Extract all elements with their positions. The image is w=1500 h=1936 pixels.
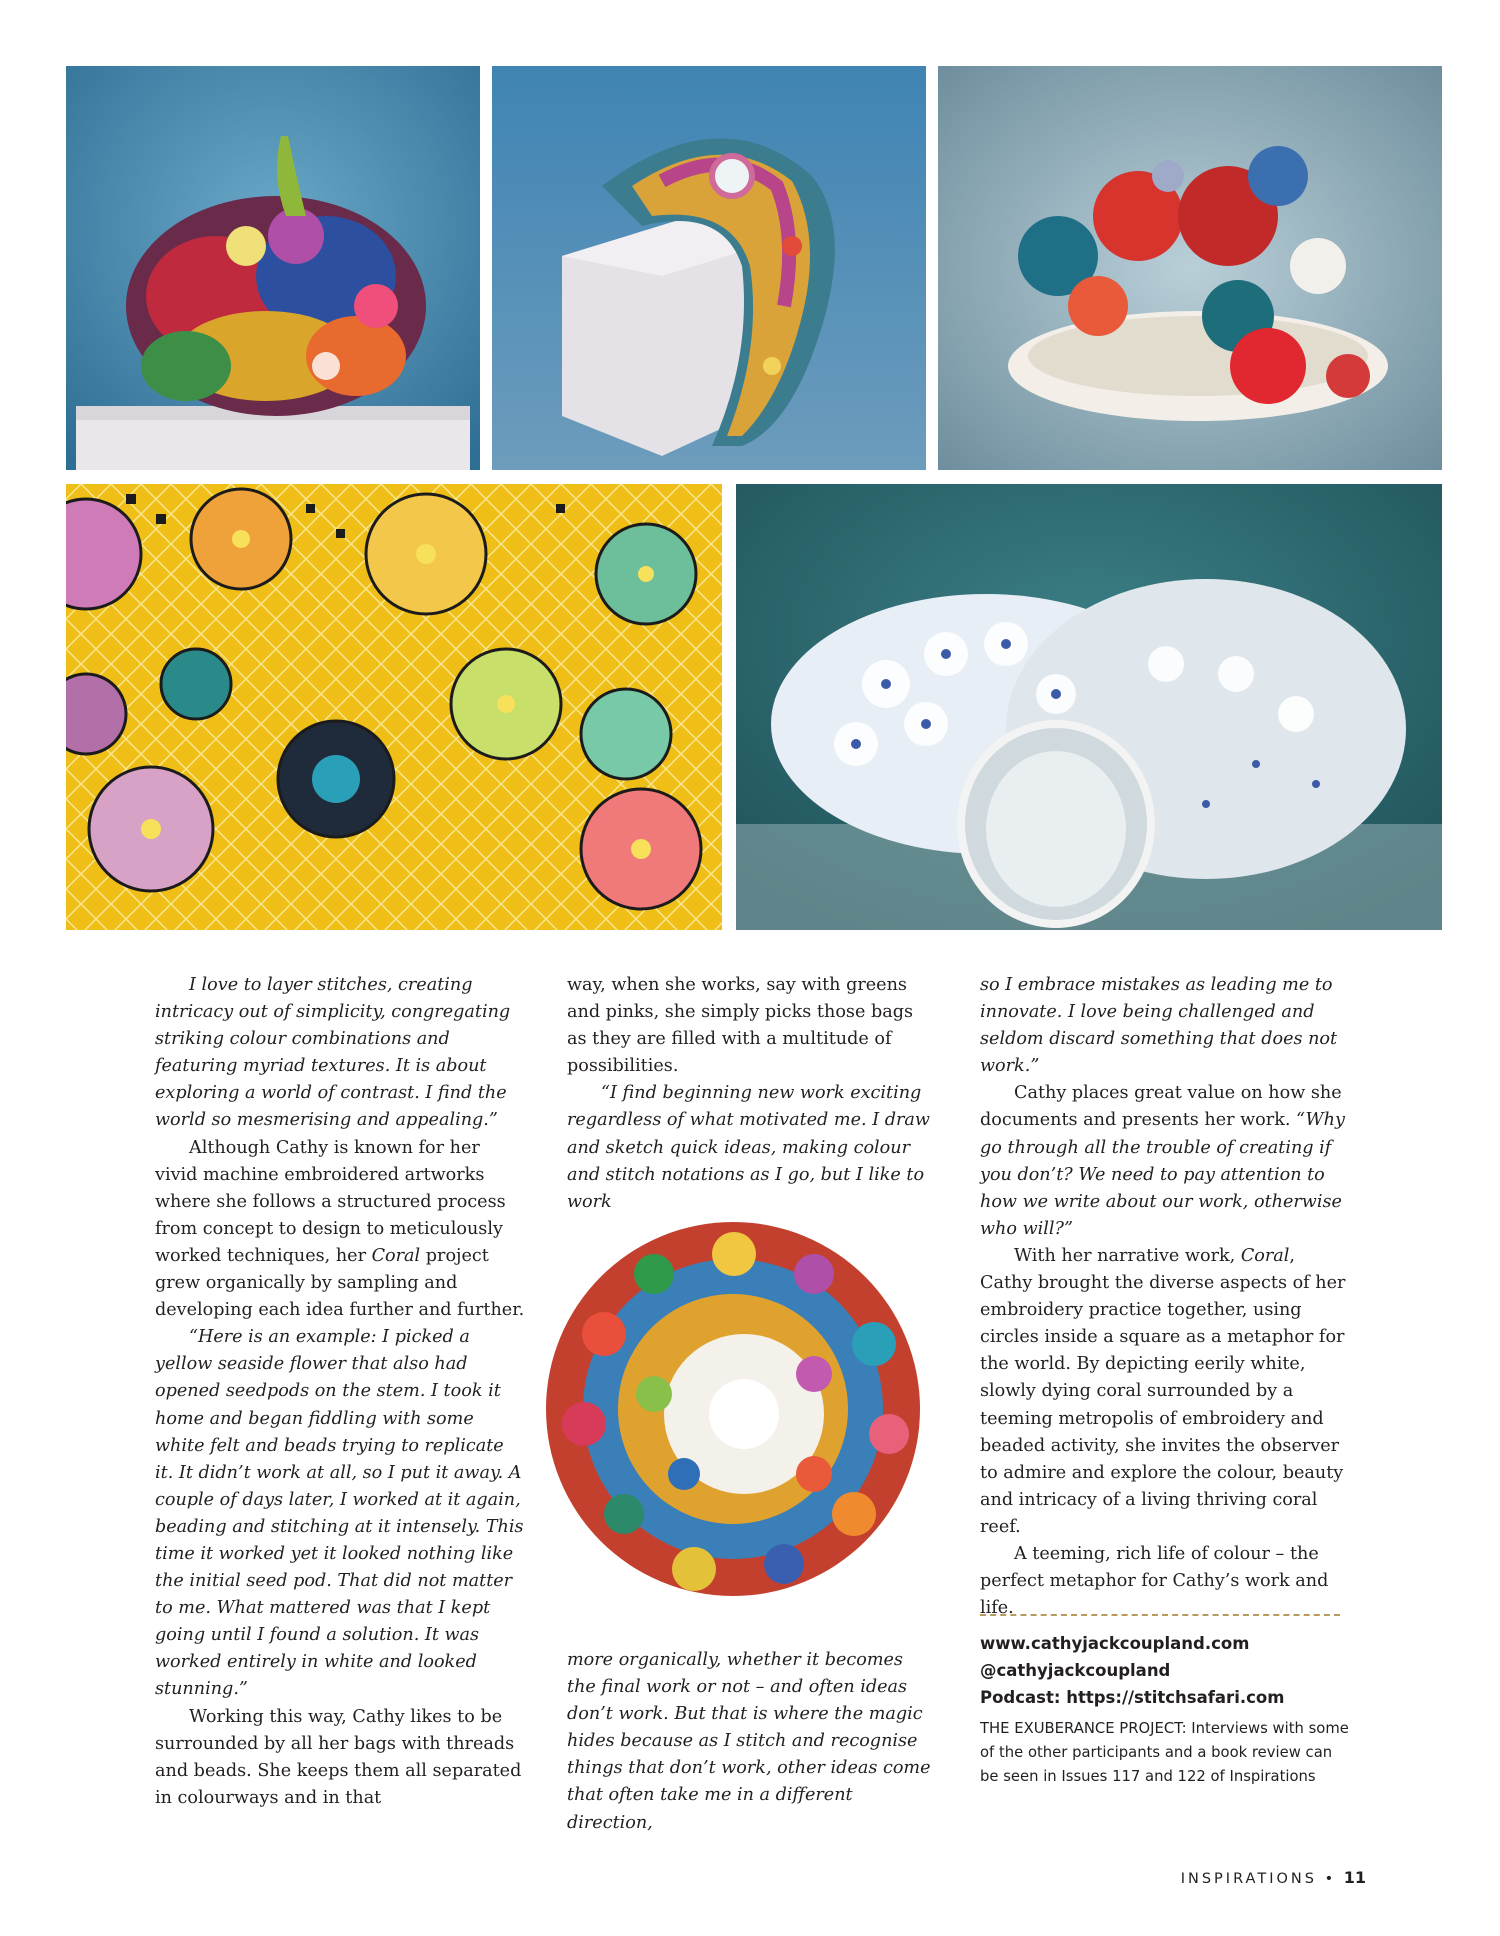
- body-paragraph: Although Cathy is known for her vivid machine embroidered artworks where she follows a structured process from concept to design to meticulously worked techniques, her Coral project grew organically by sampling and developing each idea further and further.: [155, 1137, 525, 1321]
- photo-beaded-mound: [66, 66, 480, 470]
- photo-white-coral: [736, 484, 1442, 930]
- text-column-3: [980, 972, 1350, 1622]
- footer-separator: •: [1324, 1871, 1337, 1887]
- photo-red-white-coral: [938, 66, 1442, 470]
- contact-links: [980, 1614, 1350, 1789]
- page-number: 11: [1343, 1868, 1366, 1887]
- body-paragraph: With her narrative work, Coral, Cathy brought the diverse aspects of her embroidery practice together, using circles inside a square as a metaphor for the world. By depicting eerily white, slowly dying coral surrounded by a teeming metropolis of embroidery and beaded activity, she invites the observer to admire and explore the colour, beauty and intricacy of a living thriving coral reef.: [980, 1245, 1346, 1537]
- quote-paragraph: more organically, whether it becomes the final work or not – and often ideas don’t work. But that is where the magic hides because as I stitch and recognise things that don’t work, other ideas come that often take me in a different direction,: [567, 1650, 931, 1833]
- body-paragraph: A teeming, rich life of colour – the perfect metaphor for Cathy’s work and life.: [980, 1543, 1329, 1619]
- body-paragraph: way, when she works, say with greens and pinks, she simply picks those bags as they are filled with a multitude of possibilities.: [567, 975, 913, 1077]
- social-handle[interactable]: @cathyjackcoupland: [980, 1661, 1171, 1680]
- exuberance-project-note: THE EXUBERANCE PROJECT: Interviews with some of the other participants and a book review can be seen in Issues 117 and 122 of Inspirations: [980, 1720, 1349, 1785]
- quote-paragraph: so I embrace mistakes as leading me to innovate. I love being challenged and seldom discard something that does not work.”: [980, 975, 1338, 1077]
- photo-yellow-felt-discs: [66, 484, 722, 930]
- quote-paragraph: “Here is an example: I picked a yellow seaside flower that also had opened seedpods on the stem. I took it home and began fiddling with some white felt and beads trying to replicate it. It didn’t work at all, so I put it away. A couple of days later, I worked at it again, beading and stitching at it intensely. This time it worked yet it looked nothing like the initial seed pod. That did not matter to me. What mattered was that I kept going until I found a solution. It was worked entirely in white and looked stunning.”: [155, 1327, 524, 1700]
- photo-coral-circle: [544, 1214, 922, 1604]
- body-paragraph: Working this way, Cathy likes to be surrounded by all her bags with threads and beads. She keeps them all separated in colourways and in that: [155, 1706, 522, 1808]
- body-paragraph: Cathy places great value on how she documents and presents her work. “Why go through all the trouble of creating if you don’t? We need to pay attention to how we write about our work, otherwise who will?”: [980, 1083, 1345, 1239]
- podcast-link[interactable]: Podcast: https://stitchsafari.com: [980, 1688, 1285, 1707]
- photo-beaded-arch: [492, 66, 926, 470]
- magazine-name: INSPIRATIONS: [1180, 1871, 1317, 1887]
- text-column-2-top: [567, 972, 937, 1216]
- website-link[interactable]: www.cathyjackcoupland.com: [980, 1634, 1250, 1653]
- quote-paragraph: I love to layer stitches, creating intricacy out of simplicity, congregating striking colour combinations and featuring myriad textures. It is about exploring a world of contrast. I find the world so mesmerising and appealing.”: [155, 975, 511, 1131]
- text-column-2-bottom: [567, 1647, 937, 1837]
- quote-paragraph: “I find beginning new work exciting regardless of what motivated me. I draw and sketch quick ideas, making colour and stitch notations as I go, but I like to work: [567, 1083, 930, 1212]
- page-footer: [1181, 1868, 1366, 1887]
- text-column-1: [155, 972, 525, 1812]
- dashed-divider: [980, 1614, 1340, 1616]
